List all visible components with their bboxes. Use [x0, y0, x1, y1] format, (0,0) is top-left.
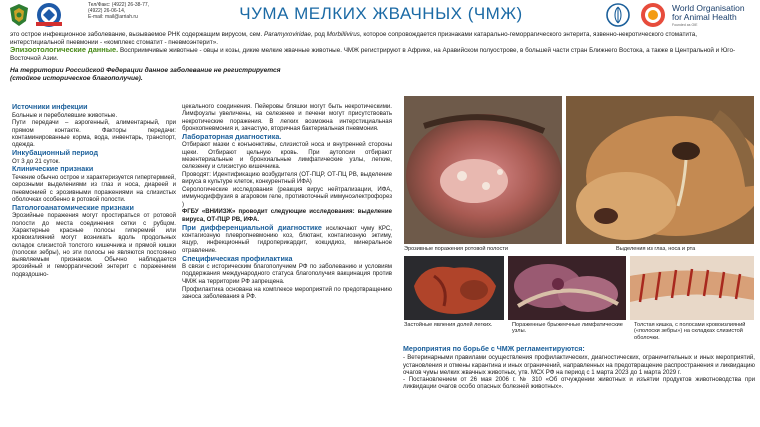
pathology-text: Эрозийные поражения могут простираться от ротовой полости до места соединения сетки с рубцом. Характерные красные полосы гиперемий или кровоизлияний могут возникать вдоль продольных складок слизистой толстого кишечника и прямой кишки (полоски зебры), но эти полосы не являются постоянно выявляемым признаком. Обычно наблюдается эрозийный и геморрагический энтерит с поражением подвздошно- [12, 212, 176, 278]
pathology-heading: Патологоанатомические признаки [12, 202, 134, 212]
fao-logo [604, 3, 632, 27]
caption-zebra-stripes: Толстая кишка, с полосами кровоизлияний («полоски зебры») на складках слизистой оболочки. [634, 322, 746, 341]
contacts [88, 2, 149, 21]
coat-of-arms-logo [8, 3, 30, 27]
woah-name [672, 4, 745, 22]
column-left [12, 103, 176, 279]
incubation-text: От 3 до 21 суток. [12, 157, 60, 165]
measures-heading: Мероприятия по борьбе с ЧМЖ регламентируются: [403, 345, 585, 353]
sources-heading: Источники инфекции [12, 102, 88, 111]
measures-item-2: - Постановлением от 26 мая 2006 г. № 310 «Об отчуждении животных и изъятии продуктов животноводства при ликвидации очагов особо опасных болезней животных». [403, 376, 755, 391]
page-title: ЧУМА МЕЛКИХ ЖВАЧНЫХ (ЧМЖ) [239, 4, 523, 23]
caption-oral-erosions: Эрозивные поражения ротовой полости [404, 246, 508, 252]
intro-paragraph [10, 31, 752, 62]
epizootic-heading: Эпизоотологические данные. [10, 45, 119, 55]
photo-lung-congestion [404, 256, 504, 320]
lab-text: Отбирают мазки с конъюнктивы, слизистой носа и внутренней стороны щеки. Отбирают цельную кровь. При аутопсии отбирают мезентериальные и бронхиальные лимфатические узлы, легкие, селезенку и слизистую кишечника. [182, 141, 392, 171]
serology-text: Серологические исследования (реакция вирус нейтрализации, ИФА, иммунодиффузия в агаровом геле, противоточный иммуноэлектрофорез ) [182, 186, 392, 208]
identification-text: Проводят: Идентификацию возбудителя (ОТ-ПЦР, ОТ-ПЦ РВ, выделение вируса в культуре клеток, конкурентный ИФА) [182, 170, 392, 186]
caption-lung-congestion: Застойные явления долей легких. [404, 322, 493, 328]
intro-text-1: это острое инфекционное заболевание, вызываемое РНК содержащим вирусом, сем. [10, 31, 264, 38]
russia-status-line1: На территории Российской Федерации данное заболевание не регистрируется [10, 67, 281, 74]
epizootic-text: Восприимчивые животные - овцы и козы, дикие мелкие жвачные животные. ЧМЖ регистрируют в Африке, на Аравийском полуострове, в большей части стран Ближнего Востока, а также в Центральной и Юго-Восточной Азии. [10, 47, 736, 62]
contact-phone-2: (4922) 26-06-14, [88, 8, 126, 15]
caption-lymph-nodes: Пораженные брыжеечные лимфатические узлы. [512, 322, 623, 335]
prophylaxis-text-2: Профилактика основана на комплексе мероприятий по предотвращению заноса заболевания в РФ. [182, 285, 392, 300]
woah-founded: Founded as OIE [672, 23, 698, 27]
fgbu-text: ФГБУ «ВНИИЗЖ» проводит следующие исследования: выделение вируса, ОТ-ПЦР РВ, ИФА. [182, 208, 392, 223]
contact-phone-1: Тел/Факс: (4922) 26-38-77, [88, 2, 150, 8]
clinical-text: Течение обычно острое и характеризуется гипертермией, серозными выделениями из глаз и носа, диареей и пневмонией с эрозивными поражениями на слизистых оболочках особенно в ротовой полости. [12, 174, 176, 203]
photo-oral-erosions [404, 96, 562, 244]
photo-zebra-stripes [630, 256, 754, 320]
woah-logo [640, 2, 666, 28]
sources-text: Больные и переболевшие животные. [12, 111, 118, 119]
intro-text-3: , которое сопровождается признаками катарально-геморрагического энтерита, язвенно-некротического стоматита, интерстициальной пневмонии - «комплекс стоматит - пневмоэнтерит». [10, 31, 697, 46]
contact-email: E-mail: mail@arriah.ru [88, 14, 138, 21]
control-measures [403, 346, 755, 391]
prophylaxis-text: В связи с историческим благополучием РФ по заболеванию и условиям поддержания международного статуса благополучия вакцинация против ЧМЖ на территории РФ запрещена. [182, 263, 392, 285]
lab-heading: Лабораторная диагностика. [182, 131, 282, 141]
photo-lymph-nodes [508, 256, 626, 320]
photo-eye-nose-discharge [566, 96, 754, 244]
transmission-text: Пути передачи – аэрогенный, алиментарный, при прямом контакте. Факторы передачи: контаминированные корма, вода, инвентарь, транспорт, одежда. [12, 119, 176, 149]
pathology-continued: цекального соединения. Пейеровы бляшки могут быть некротическими. Лимфоузлы увеличены, на селезенке и печени могут присутствовать некротические поражения. В легких возможна интерстициальная бронхопневмония и, зачастую, вторичная бактериальная пневмония. [182, 103, 392, 132]
caption-eye-nose-discharge: Выделения из глаз, носа и рта [616, 246, 696, 252]
intro-genus: Morbillivirus [326, 31, 360, 38]
vnIIzzh-logo [34, 2, 64, 28]
column-middle [182, 103, 392, 301]
woah-name-line2: for Animal Health [672, 12, 737, 22]
clinical-heading: Клинические признаки [12, 164, 94, 174]
woah-name-line1: World Organisation [672, 3, 745, 13]
incubation-heading: Инкубационный период [12, 148, 99, 158]
russia-status-note [10, 67, 430, 83]
intro-text-2: , род [310, 31, 327, 38]
header [0, 0, 760, 30]
intro-family: Paramyxoviridae [263, 31, 311, 38]
differential-heading: При дифференциальной диагностике [182, 222, 322, 232]
differential-text: исключают чуму КРС, контагиозную плевропневмонию коз, блютанг, контагиозную эктиму, ящур, инфекционный гидроперикардит, кокцидиоз, минеральное отравление. [182, 224, 392, 254]
measures-item-1: - Ветеринарными правилами осуществления профилактических, диагностических, ограничительных и иных мероприятий, установления и отмены карантина и иных ограничений, направленных на предотвращение распространения и ликвидацию очагов чумы мелких жвачных животных, утв. МСХ РФ на период с 1 марта 2023 до 1 марта 2029 г. [403, 354, 755, 376]
prophylaxis-heading: Специфическая профилактика [182, 253, 293, 263]
russia-status-line2: (стойкое историческое благополучие). [10, 75, 143, 82]
